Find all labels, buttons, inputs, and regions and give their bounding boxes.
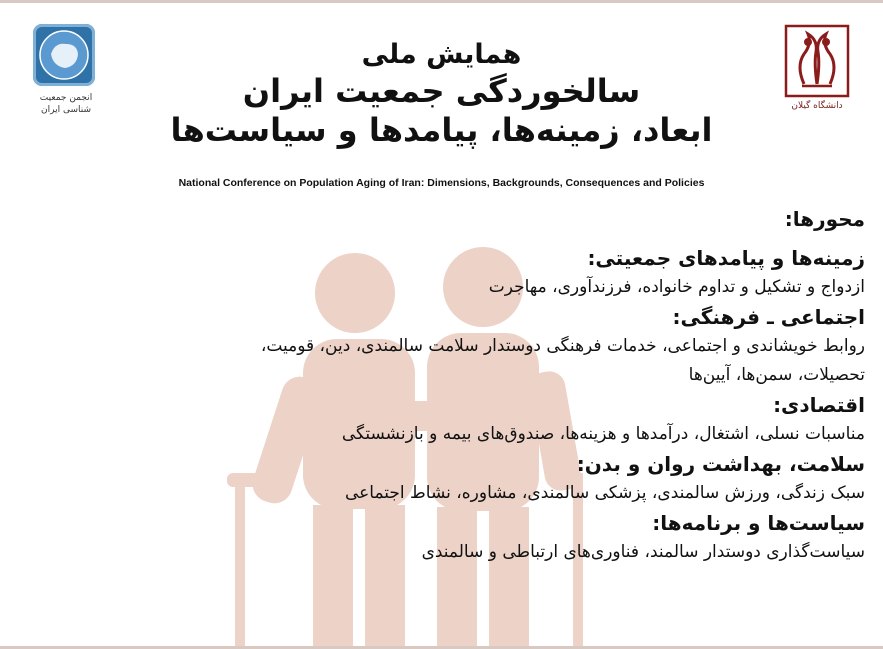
top-border [0, 0, 883, 3]
title-line-1: همایش ملی [361, 39, 522, 70]
themes-label: محورها: [784, 207, 865, 231]
university-of-guilan-logo [782, 22, 852, 122]
section-line: سیاست‌گذاری دوستدار سالمند، فناوری‌های ارتباطی و سالمندی [421, 542, 865, 562]
title-line-3: ابعاد، زمینه‌ها، پیامدها و سیاست‌ها [170, 111, 713, 149]
right-logo-caption: دانشگاه گیلان [791, 101, 843, 111]
title-line-2: سالخوردگی جمعیت ایران [242, 72, 641, 110]
section-heading-socio-cultural: اجتماعی ـ فرهنگی: [672, 305, 865, 329]
iran-map-emblem-icon [33, 24, 95, 86]
demographic-association-logo [26, 22, 106, 117]
section-heading-policies: سیاست‌ها و برنامه‌ها: [652, 511, 865, 535]
section-line: سبک زندگی، ورزش سالمندی، پزشکی سالمندی، مشاوره، نشاط اجتماعی [344, 483, 865, 503]
conference-title [120, 38, 763, 150]
section-line: ازدواج و تشکیل و تداوم خانواده، فرزندآوری، مهاجرت [488, 277, 865, 297]
section-heading-population: زمینه‌ها و پیامدهای جمعیتی: [587, 246, 865, 270]
english-subtitle: National Conference on Population Aging of Iran: Dimensions, Backgrounds, Consequences and Policies [178, 177, 705, 189]
section-line: روابط خویشاندی و اجتماعی، خدمات فرهنگی دوستدار سلامت سالمندی، دین، قومیت، [260, 336, 865, 356]
section-line: تحصیلات، سمن‌ها، آیین‌ها [688, 365, 865, 385]
guilan-emblem-icon [782, 22, 852, 100]
section-heading-economic: اقتصادی: [773, 393, 865, 417]
left-logo-caption: انجمن جمعیت شناسی ایران [39, 93, 93, 115]
section-heading-health: سلامت، بهداشت روان و بدن: [576, 452, 865, 476]
section-line: مناسبات نسلی، اشتغال، درآمدها و هزینه‌ها، صندوق‌های بیمه و بازنشستگی [341, 424, 865, 444]
themes-list [15, 203, 865, 567]
